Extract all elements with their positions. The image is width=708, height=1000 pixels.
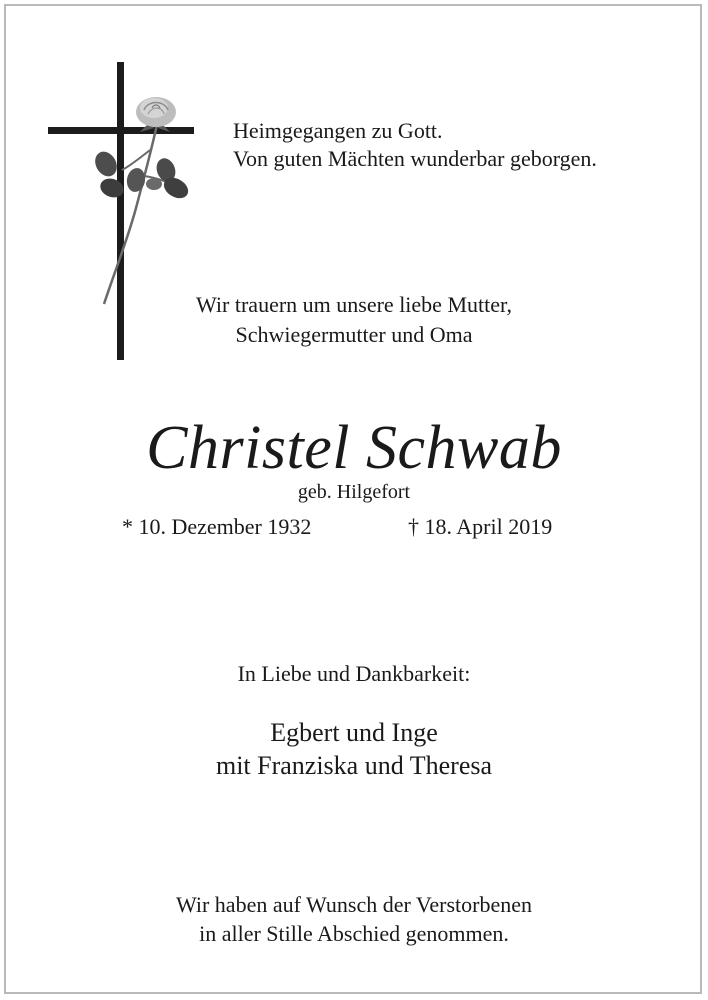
- death-date: † 18. April 2019: [408, 514, 553, 539]
- closing-line-2: in aller Stille Abschied genommen.: [199, 921, 509, 946]
- mourning-line-2: Schwiegermutter und Oma: [235, 322, 473, 347]
- dedication-text: In Liebe und Dankbarkeit:: [237, 661, 471, 686]
- motto-line-1: Heimgegangen zu Gott.: [233, 118, 443, 143]
- closing-text: [0, 890, 708, 948]
- rose-stem: [104, 120, 158, 304]
- family-line-1: Egbert und Inge: [270, 718, 438, 747]
- mourning-text: [0, 290, 708, 350]
- motto-line-2: Von guten Mächten wunderbar geborgen.: [233, 146, 597, 171]
- rose-leaf: [146, 178, 162, 190]
- family-line-2: mit Franziska und Theresa: [215, 751, 493, 780]
- maiden-name: geb. Hilgefort: [297, 481, 411, 503]
- birth-date: * 10. Dezember 1932: [122, 514, 312, 539]
- motto-text: [233, 117, 597, 173]
- mourning-line-1: Wir trauern um unsere liebe Mutter,: [196, 292, 512, 317]
- cross-horizontal-beam: [48, 127, 194, 134]
- deceased-name: Christel Schwab: [146, 414, 562, 482]
- rose-leaf: [125, 167, 147, 194]
- closing-line-1: Wir haben auf Wunsch der Verstorbenen: [175, 892, 533, 917]
- rose-leaf: [91, 148, 121, 181]
- family-names: [0, 716, 708, 782]
